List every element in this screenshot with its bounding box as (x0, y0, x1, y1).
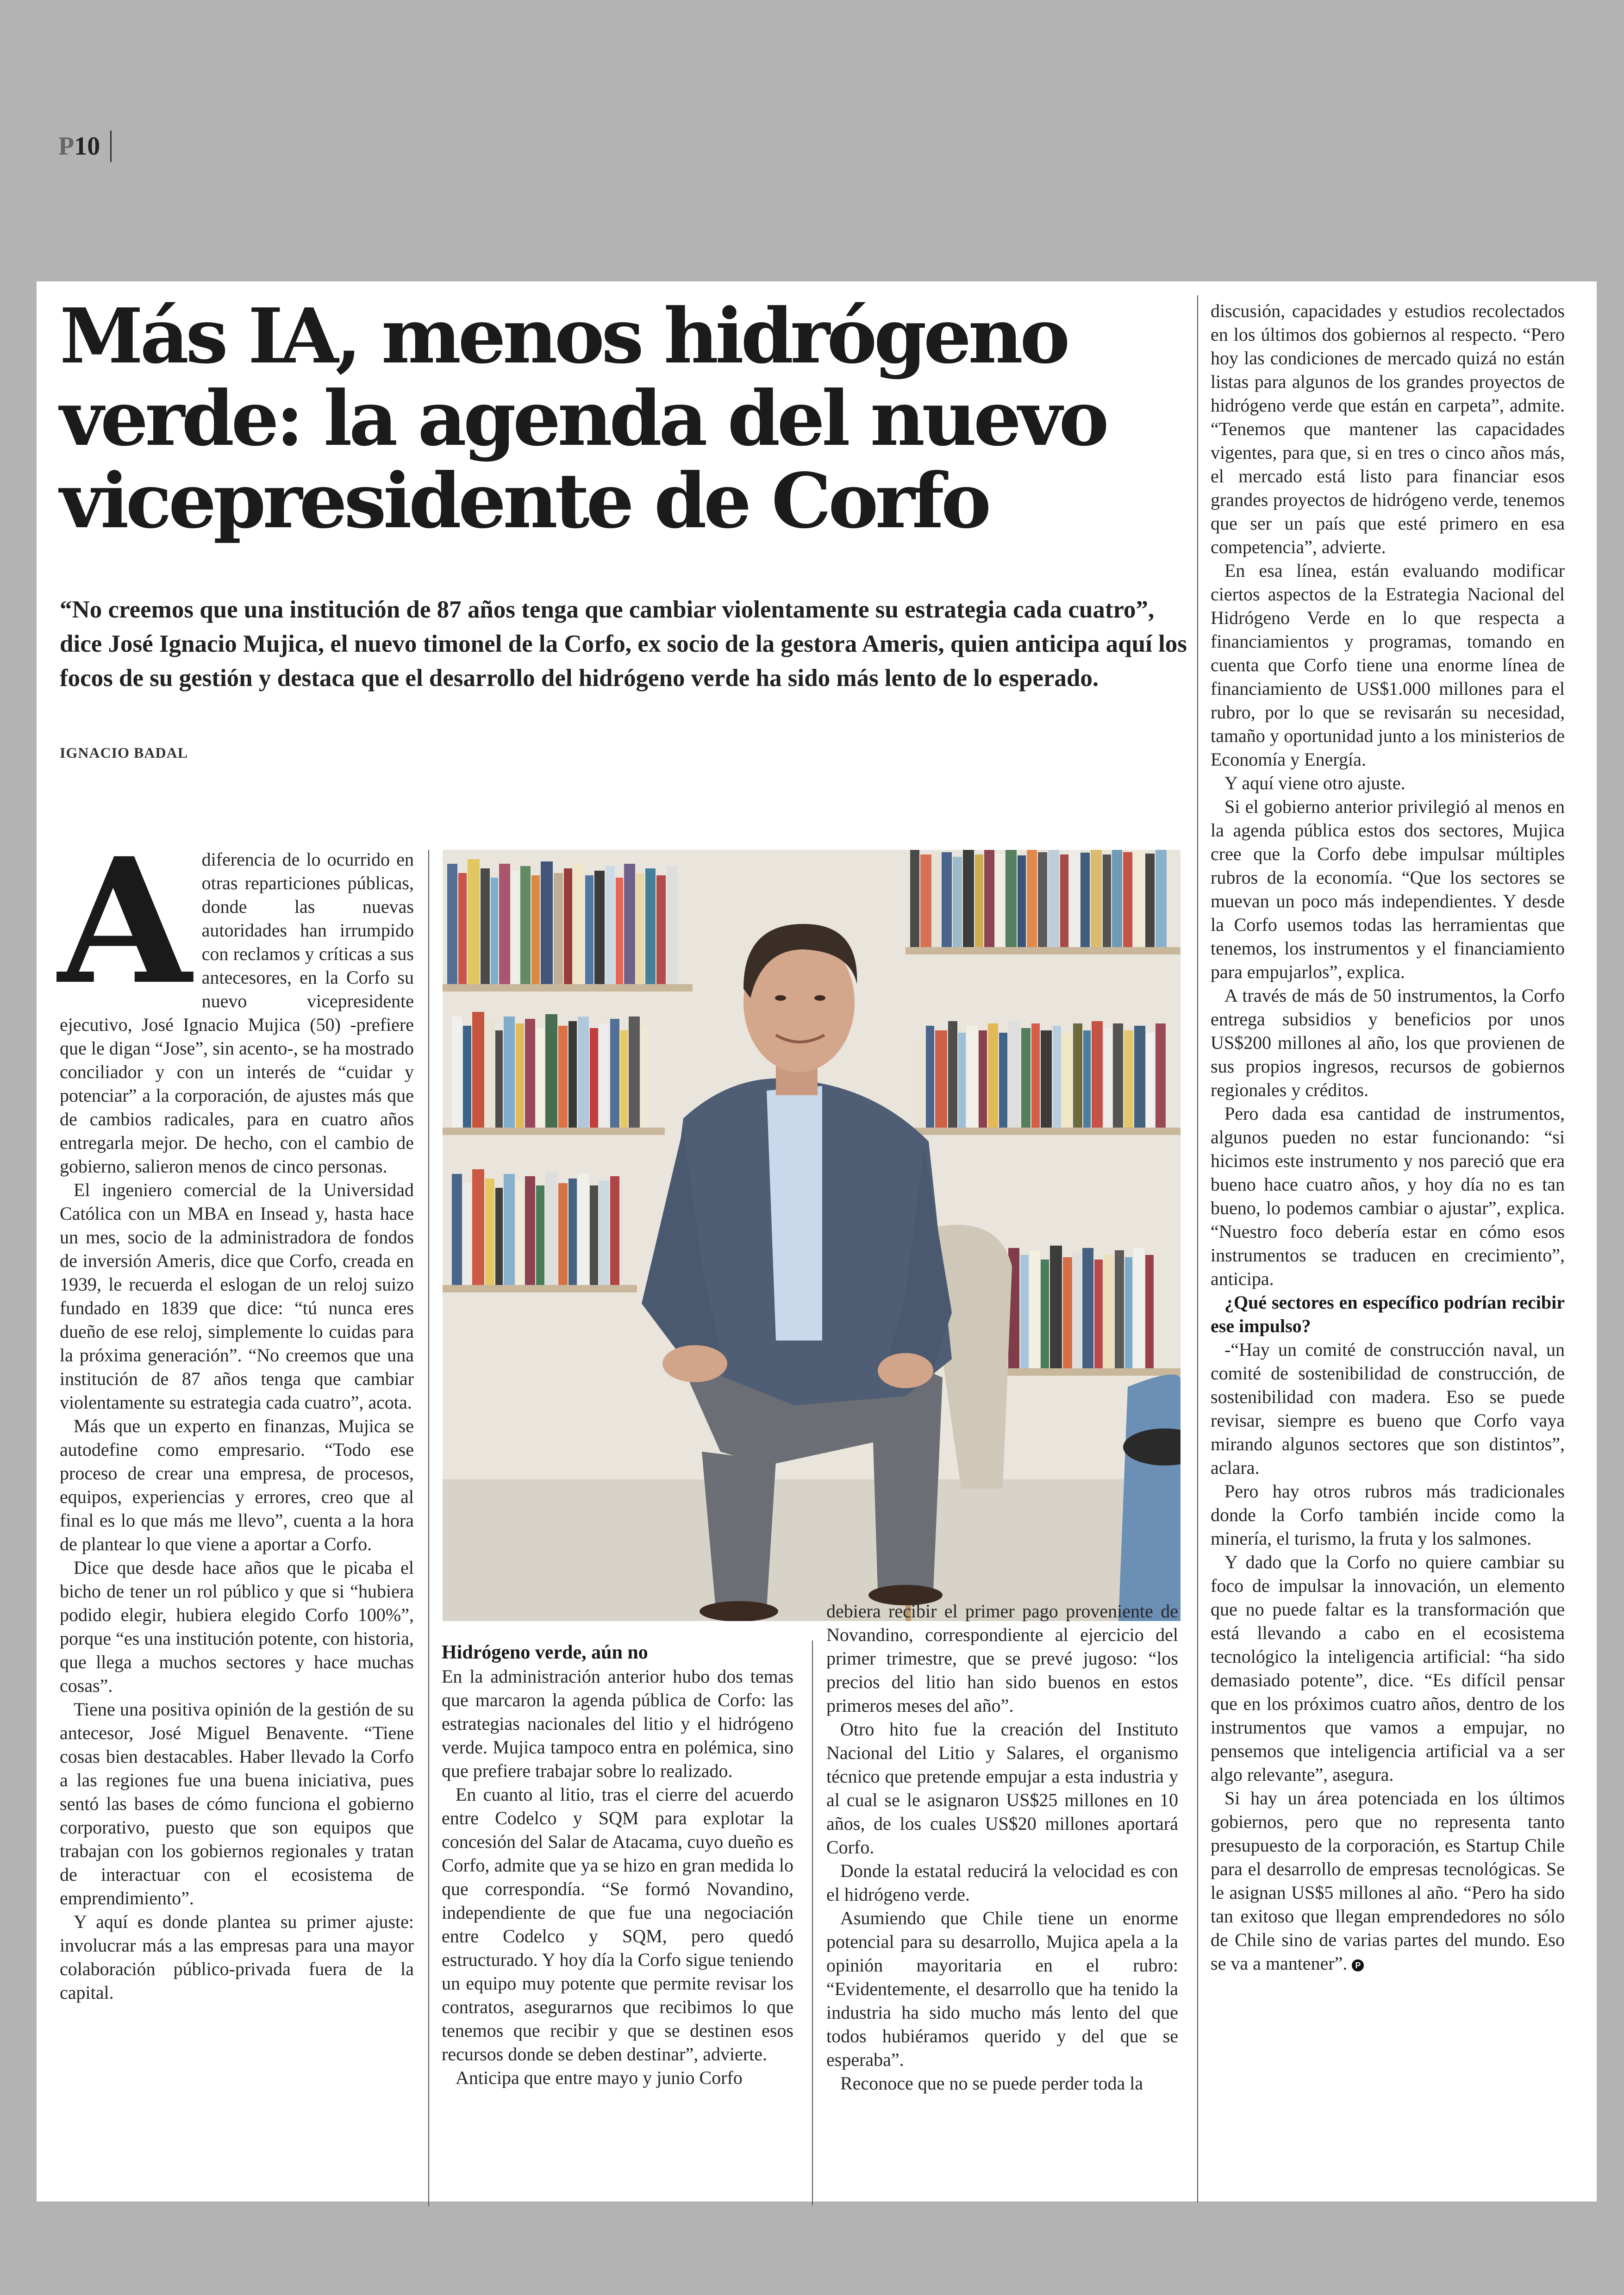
paragraph: En cuanto al litio, tras el cierre del acuerdo entre Codelco y SQM para explotar la concesión del Salar de Atacama, cuyo dueño es Corfo, admite que ya se hizo en gran medida lo que correspondía. “Se formó Novandino, independiente de que fue una negociación entre Codelco y SQM, pero quedó estructurado. Y hoy día la Corfo sigue teniendo un equipo muy potente que permite revisar los contratos, asegurarnos que recibimos lo que tenemos que recibir y que se destinen esos recursos donde se deben destinar”, advierte. (442, 1784, 793, 2064)
paragraph: discusión, capacidades y estudios recolectados en los últimos dos gobiernos al respecto. “Pero hoy las condiciones de mercado quizá no están listas para algunos de los grandes proyectos de hidrógeno verde que están en carpeta”, admite. “Tenemos que mantener las capacidades vigentes, para que, si en tres o cinco años más, el mercado está listo para financiar esos grandes proyectos de hidrógeno verde, tenemos que ser un país que esté primero en esa competencia”, advierte. (1211, 300, 1565, 557)
column-3 (826, 1599, 1178, 2095)
paragraph: Y dado que la Corfo no quiere cambiar su foco de impulsar la innovación, un elemento que no puede faltar es la transformación que está llevando a cabo en el ecosistema tecnológico la inteligencia artificial: “ha sido demasiado potente”, dice. “Es difícil pensar que en los próximos cuatro años, dentro de los instrumentos que vamos a empujar, no pensemos que inteligencia artificial va a ser algo relevante”, asegura. (1211, 1552, 1565, 1785)
column-4 (1211, 299, 1565, 1975)
interview-question: ¿Qué sectores en específico podrían recibir ese impulso? (1211, 1292, 1565, 1336)
byline: IGNACIO BADAL (60, 744, 188, 761)
subhead: Hidrógeno verde, aún no (442, 1642, 648, 1663)
column-2 (442, 1640, 793, 2089)
paragraph: Asumiendo que Chile tiene un enorme potencial para su desarrollo, Mujica apela a la opinión mayoritaria en el rubro: “Evidentemente, el desarrollo que ha tenido la industria ha sido mucho más lento del que todos hubiéramos querido y del que se esperaba”. (826, 1908, 1178, 2070)
drop-cap: A (58, 820, 192, 1023)
paragraph: Anticipa que entre mayo y junio Corfo (456, 2067, 743, 2088)
column-rule (812, 1640, 813, 2205)
paragraph: Si el gobierno anterior privilegió al menos en la agenda pública estos dos sectores, Mujica cree que la Corfo debe impulsar múltiples rubros de la economía. “Que los sectores se muevan un poco más independientes. Y desde la Corfo usemos todas las herramientas que tenemos, los instrumentos y el financiamiento para empujarlos”, explica. (1211, 796, 1565, 982)
paragraph: El ingeniero comercial de la Universidad Católica con un MBA en Insead y, hasta hace un mes, socio de la administradora de fondos de inversión Ameris, dice que Corfo, creada en 1939, le recuerda el eslogan de un reloj suizo fundado en 1839 que dice: “tú nunca eres dueño de ese reloj, simplemente lo cuidas para la próxima generación”. “No creemos que una institución de 87 años tenga que cambiar violentamente su estrategia cada cuatro”, acota. (60, 1179, 414, 1413)
paragraph: Pero dada esa cantidad de instrumentos, algunos pueden no estar funcionando: “si hicimos este instrumento y nos pareció que era bueno hace cuatro años, y hoy día no es tan bueno, lo podemos cambiar o ajustar”, explica. “Nuestro foco debería estar en cómo esos instrumentos se traducen en crecimiento”, anticipa. (1211, 1103, 1565, 1289)
paragraph: En esa línea, están evaluando modificar ciertos aspectos de la Estrategia Nacional del Hidrógeno Verde en lo que respecta a financiamientos y programas, tomando en cuenta que Corfo tiene una enorme línea de financiamiento de US$1.000 millones para el rubro, por lo que se revisarán su necesidad, tamaño y oportunidad junto a los ministerios de Economía y Energía. (1211, 560, 1565, 770)
article-sheet (37, 281, 1597, 2201)
paragraph: Donde la estatal reducirá la velocidad es con el hidrógeno verde. (826, 1860, 1178, 1905)
paragraph: Pero hay otros rubros más tradicionales donde la Corfo también incide como la minería, el turismo, la fruta y los salmones. (1211, 1481, 1565, 1549)
paragraph-last-text: Si hay un área potenciada en los últimos gobiernos, pero que no representa tanto presupuesto de la corporación, es Startup Chile para el desarrollo de empresas tecnológicas. Se le asignan US$5 millones al año. “Pero ha sido tan exitoso que llegan emprendedores no sólo de Chile sino de varias partes del mundo. Eso se va a mantener”. (1211, 1788, 1565, 1974)
paragraph-last (1211, 1786, 1565, 1975)
paragraph: Otro hito fue la creación del Instituto Nacional del Litio y Salares, el organismo técnico que pretende empujar a esta industria y al cual se le asignaron US$25 millones en 10 años, de los cuales US$20 millones aportará Corfo. (826, 1719, 1178, 1858)
paragraph: Dice que desde hace años que le picaba el bicho de tener un rol público y que si “hubiera podido elegir, hubiera elegido Corfo 100%”, porque “es una institución potente, con historia, que llega a muchos sectores y hace muchas cosas”. (60, 1557, 414, 1696)
paragraph: Más que un experto en finanzas, Mujica se autodefine como empresario. “Todo ese proceso de crear una empresa, de procesos, equipos, experiencias y errores, creo que al final es lo que más me llevo”, cuenta a la hora de plantear lo que viene a aportar a Corfo. (60, 1416, 414, 1554)
paragraph: A través de más de 50 instrumentos, la Corfo entrega subsidios y beneficios por unos US$200 millones al año, los que provienen de sus propios ingresos, recursos de gobiernos regionales y créditos. (1211, 985, 1565, 1100)
column-1 (58, 820, 414, 2004)
paragraph: Y aquí viene otro ajuste. (1224, 773, 1405, 793)
paragraph: Y aquí es donde plantea su primer ajuste: involucrar más a las empresas para una mayor colaboración público-privada fuera de la capital. (60, 1911, 414, 2003)
headline: Más IA, menos hidrógeno verde: la agenda del nuevo vicepresidente de Corfo (60, 292, 1106, 545)
paragraph: Tiene una positiva opinión de la gestión de su antecesor, José Miguel Benavente. “Tiene cosas bien destacables. Haber llevado la Corfo a las regiones fue una buena iniciativa, pues sentó las bases de cómo funciona el gobierno corporativo, puesto que son equipos que trabajan con los gobiernos regionales y tratan de interactuar con el ecosistema de emprendimiento”. (60, 1699, 414, 1908)
paragraph: -“Hay un comité de construcción naval, un comité de sostenibilidad de construcción, de sostenibilidad con madera. Eso se puede revisar, siempre es bueno que Corfo vaya mirando algunos sectores que son distintos”, aclara. (1211, 1339, 1565, 1478)
portrait-photo (443, 850, 1181, 1621)
end-mark-icon: P (1352, 1959, 1364, 1971)
column-rule (428, 850, 429, 2206)
column-rule (1197, 295, 1198, 2202)
paragraph: debiera recibir el primer pago proveniente de Novandino, correspondiente al ejercicio del primer trimestre, que se prevé jugoso: “los precios del litio han sido buenos en estos primeros meses del año”. (826, 1601, 1178, 1716)
deck: “No creemos que una institución de 87 años tenga que cambiar violentamente su estrategia cada cuatro”, dice José Ignacio Mujica, el nuevo timonel de la Corfo, ex socio de la gestora Ameris, quien anticipa aquí los focos de su gestión y destaca que el desarrollo del hidrógeno verde ha sido más lento de lo esperado. (60, 596, 1187, 692)
paragraph: En la administración anterior hubo dos temas que marcaron la agenda pública de Corfo: las estrategias nacionales del litio y el hidrógeno verde. Mujica tampoco entra en polémica, sino que prefiere trabajar sobre lo realizado. (442, 1666, 793, 1781)
page-number: P10 (58, 131, 112, 162)
paragraph: diferencia de lo ocurrido en otras reparticiones públicas, donde las nuevas autoridades han irrumpido con reclamos y críticas a sus antecesores, en la Corfo su nuevo vicepresidente ejecutivo, José Ignacio Mujica (50) -prefiere que le digan “Jose”, sin acento-, se ha mostrado conciliador y con un interés de “cuidar y potenciar” a la corporación, de ajustes más que de cambios radicales, para en cuatro años entregarla mejor. De hecho, con el cambio de gobierno, salieron menos de cinco personas. (60, 849, 414, 1177)
paragraph: Reconoce que no se puede perder toda la (840, 2073, 1143, 2094)
